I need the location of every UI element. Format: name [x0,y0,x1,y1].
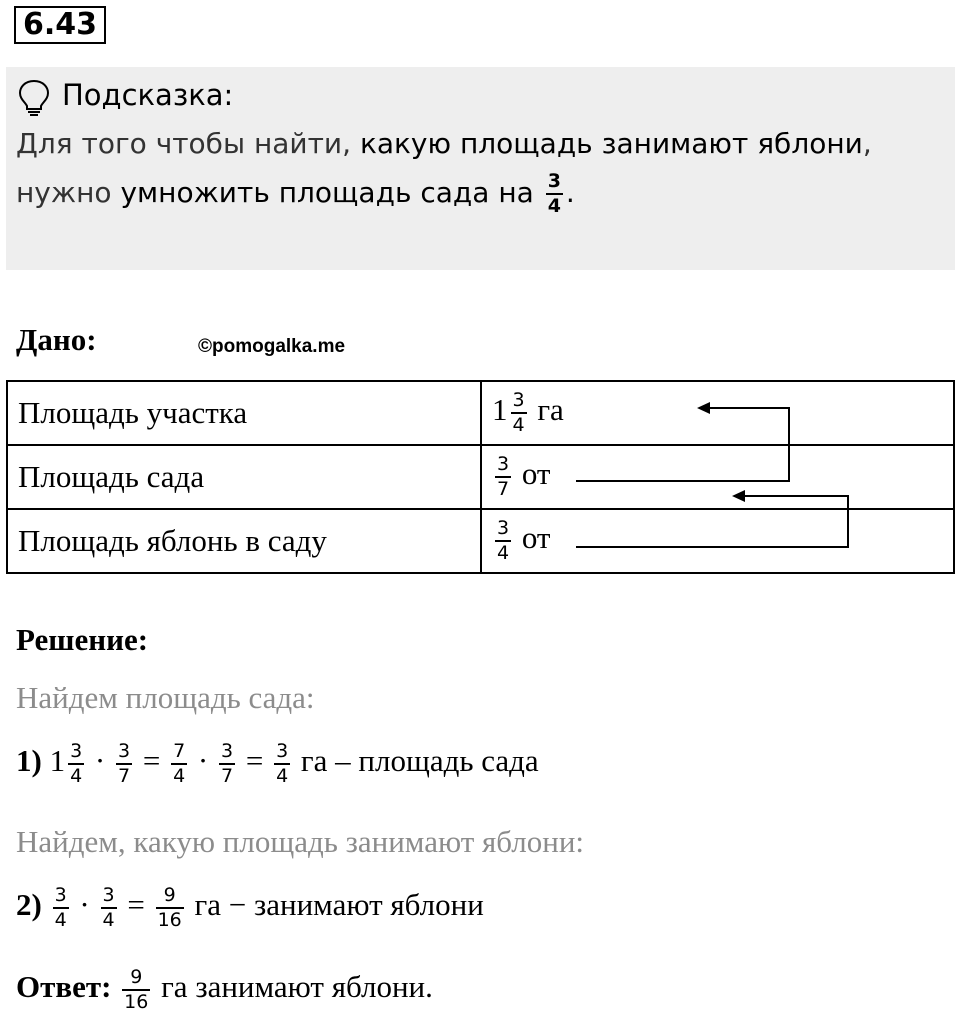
hint-emphasis: умножить площадь сада на [120,176,543,209]
hint-text: нужно [16,176,121,209]
answer-fraction: $\frac{9}{16}$ [124,966,149,1013]
solution-label: Решение: [16,622,149,657]
table-cell-name: Площадь сада [7,445,481,509]
given-table [6,380,955,574]
given-label: Дано: [16,322,97,357]
step2-intro: Найдем, какую площадь занимают яблони: [16,824,585,859]
watermark: ©pomogalka.me [198,336,346,357]
answer-text: га занимают яблони. [161,969,433,1005]
table-cell-value: 1 $\frac{3}{4}$ га [481,381,954,445]
hint-fraction: $\frac{3}{4}$ [547,170,561,217]
hint-line-1 [16,127,872,160]
table-row [7,509,954,573]
answer [16,968,433,1012]
table-row [7,445,954,509]
task-number: 6.43 [14,6,106,44]
hint-punct: . [565,176,575,209]
step1-formula: 1) 1 $\frac{3}{4}$ · $\frac{3}{7}$ = $\frac{7}{4}$ · $\frac{3}{7}$ = $\frac{3}{4}$ га – площадь сада [16,740,539,787]
answer-label: Ответ: [16,969,112,1005]
hint-title: Подсказка: [62,78,234,112]
lightbulb-icon [16,78,52,118]
table-cell-name: Площадь яблонь в саду [7,509,481,573]
table-cell-value: $\frac{3}{4}$ от [481,509,954,573]
table-cell-value: $\frac{3}{7}$ от [481,445,954,509]
table-cell-name: Площадь участка [7,381,481,445]
hint-punct: , [862,127,872,160]
hint-line-2 [16,172,575,216]
step1-intro: Найдем площадь сада: [16,680,315,715]
hint-text: Для того чтобы найти, [16,127,360,160]
hint-emphasis: какую площадь занимают яблони [359,127,863,160]
table-row [7,381,954,445]
step2-formula: 2) $\frac{3}{4}$ · $\frac{3}{4}$ = $\frac{9}{16}$ га − занимают яблони [16,884,484,931]
